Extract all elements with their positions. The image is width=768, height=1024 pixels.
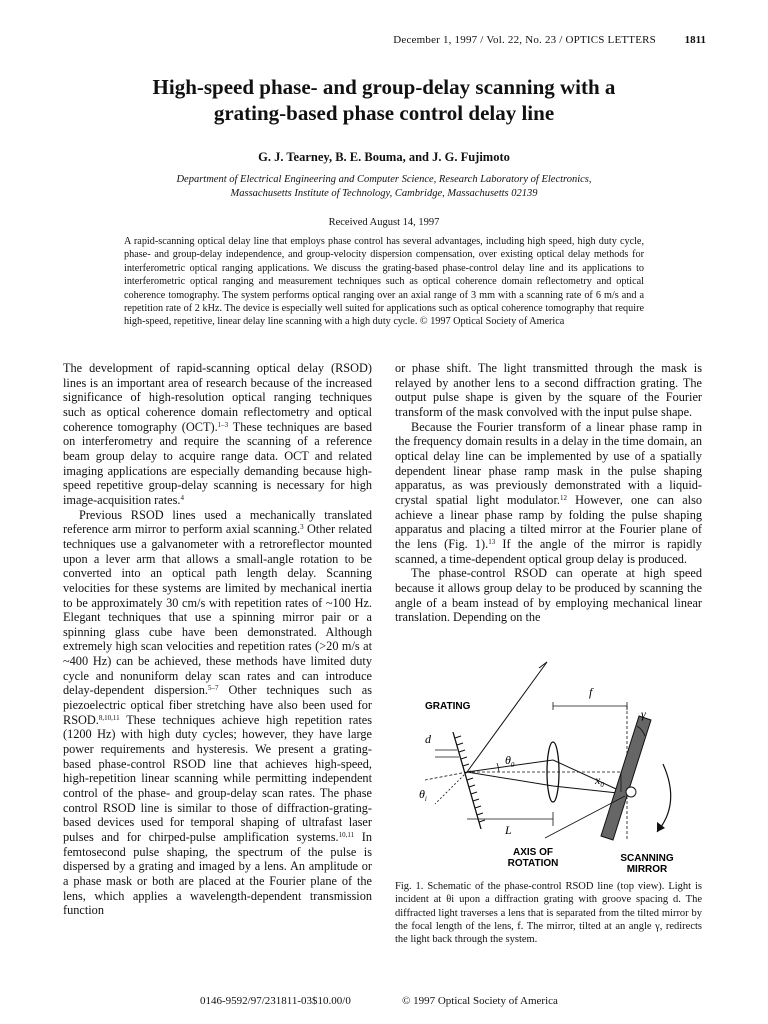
paragraph: The phase-control RSOD can operate at high speed because it allows group delay to be produced by scanning the angle of a beam instead of by employing mechanical linear translation. Depending on the xyxy=(395,566,702,625)
title-line-1: High-speed phase- and group-delay scanning with a xyxy=(152,75,616,99)
affiliation-line-2: Massachusetts Institute of Technology, Cambridge, Massachusetts 02139 xyxy=(230,188,538,199)
text-run: Because the Fourier transform of a linear phase ramp in the frequency domain results in a delay in the time domain, an optical delay line can be implemented by use of a spatially dependent linear phase ramp mask in the pulse shaping apparatus, as was previously demonstrated with a liquid-crystal spatial light modulator. xyxy=(395,419,702,507)
grating-label: GRATING xyxy=(425,701,471,712)
scanning-mirror xyxy=(601,716,651,840)
paragraph xyxy=(395,420,702,567)
citation-ref: 3 xyxy=(300,523,304,532)
text-run: Previous RSOD lines used a mechanically translated reference arm mirror to perform axial scanning. xyxy=(63,507,372,537)
text-run: Other related techniques use a galvanometer with a retroreflector mounted upon a lever arm that allows a small-angle rotation to be converted into an optical path length delay. Scanning velocities for these systems are limited by mechanical inertia to be approximately 30 cm/s with repetition rates of ~100 Hz. Elegant techniques that use a spinning mirror pair or a spinning glass cube have been demonstrated. Although extremely high scan velocities and repetition rates (>20 m/s at ~400 Hz) can be achieved, these methods have limited duty cycle and nonuniform delay scan rates and can introduce delay-dependent dispersion. xyxy=(63,522,372,698)
footer-code: 0146-9592/97/231811-03$10.00/0 xyxy=(200,995,351,1007)
text-run: In femtosecond pulse shaping, the spectrum of the pulse is dispersed by a grating and imaged by a lens. An amplitude or a phase mask or both are placed at the Fourier plane of the lens, which applies a wavelength-dependent transmission function xyxy=(63,830,372,918)
mirror-label-line1: SCANNING xyxy=(620,853,674,864)
citation-ref: 10,11 xyxy=(338,831,355,839)
L-symbol: L xyxy=(505,823,512,837)
d-symbol: d xyxy=(425,732,431,746)
journal-citation: December 1, 1997 / Vol. 22, No. 23 / OPTICS LETTERS xyxy=(393,34,656,46)
article-title xyxy=(60,74,708,126)
text-run: The development of rapid-scanning optical delay (RSOD) lines is an important area of research because of the increased significance of high-resolution optical ranging techniques such as optical coherence domain reflectometry and optical coherence tomography (OCT). xyxy=(63,361,372,434)
f-symbol: f xyxy=(589,685,593,699)
axis-label-line2: ROTATION xyxy=(507,858,559,869)
citation-ref: 4 xyxy=(180,493,184,502)
text-run: These techniques are based on interferometry and require the scanning of a reference beam group delay to acquire range data. OCT and related imaging applications are especially demanding because high-speed repetitive group-delay scanning is necessary for high image-acquisition rates. xyxy=(63,419,373,507)
citation-ref: 1–3 xyxy=(217,420,229,429)
theta-i-symbol: $\theta_i$ xyxy=(419,787,427,803)
left-column xyxy=(63,361,372,918)
figure-1-schematic xyxy=(395,654,702,878)
text-run: However, one can also achieve a linear phase ramp by folding the pulse shaping apparatus and placing a tilted mirror at the Fourier plane of the lens (Fig. 1). xyxy=(395,492,703,551)
paragraph: or phase shift. The light transmitted through the mask is relayed by another lens to a second diffraction grating. The output pulse shape is given by the square of the Fourier transform of the mask convolved with the input pulse shape. xyxy=(395,361,702,419)
received-date: Received August 14, 1997 xyxy=(328,217,440,228)
x0-symbol: $x_0$ xyxy=(595,773,604,789)
gamma-symbol: γ xyxy=(641,707,646,721)
citation-ref: 5–7 xyxy=(207,684,219,693)
paragraph xyxy=(63,361,372,508)
grating-grooves xyxy=(455,736,485,822)
figure-caption: Fig. 1. Schematic of the phase-control RSOD line (top view). Light is incident at θi upon a diffraction grating with groove spacing d. The diffracted light traverses a lens that is separated from the tilted mirror by the focal length of the lens, f. The mirror, tilted at an angle γ, redirects the light back through the system. xyxy=(395,881,702,946)
text-run: If the angle of the mirror is rapidly scanned, a time-dependent optical group delay is produced. xyxy=(395,536,702,566)
citation-ref: 13 xyxy=(488,537,496,546)
footer-copyright: © 1997 Optical Society of America xyxy=(402,995,558,1007)
rotation-axis-point xyxy=(626,787,636,797)
running-header xyxy=(0,34,768,50)
author-list: G. J. Tearney, B. E. Bouma, and J. G. Fujimoto xyxy=(258,150,510,164)
right-column xyxy=(395,361,702,625)
abstract: A rapid-scanning optical delay line that employs phase control has several advantages, including high speed, high duty cycle, phase- and group-delay independence, and group-velocity dispersion compensation, over existing optical delay methods for interferometric optical ranging applications. We discuss the grating-based phase-control delay line and its applications to interferometric optical ranging and measurement techniques such as optical coherence domain reflectometry and optical coherence tomography. The system performs optical ranging over an axial range of 3 mm with a scanning rate of 6 m/s and a repetition rate of 2 kHz. The device is especially well suited for applications such as optical coherence tomography that require high-speed, repetitive, linear delay line scanning with a high duty cycle. © 1997 Optical Society of America xyxy=(124,236,644,328)
citation-ref: 8,10,11 xyxy=(98,713,120,722)
axis-label-line1: AXIS OF xyxy=(512,847,554,858)
rotation-arrow xyxy=(657,764,671,832)
grating-line xyxy=(453,732,481,829)
text-run: Other techniques such as piezoelectric optical fiber stretching have also been used for RSOD. xyxy=(63,683,372,727)
mirror-label-line2: MIRROR xyxy=(626,864,668,875)
page-number: 1811 xyxy=(684,34,706,46)
citation-ref: 12 xyxy=(559,493,567,502)
paragraph xyxy=(63,508,372,918)
diffracted-beam-lower xyxy=(467,772,553,786)
theta-0-symbol: $\theta_0$ xyxy=(505,753,515,769)
affiliation-line-1: Department of Electrical Engineering and Computer Science, Research Laboratory of Electronics, xyxy=(176,174,592,185)
text-run: These techniques achieve high repetition rates (1200 Hz) with high duty cycles; however, they have large power requirements and hysteresis. We present a grating-based phase-control RSOD line that achieves high-speed, high-repetition linear scanning while permitting independent control of the phase- and group-delay scan rates. The phase control RSOD line is similar to those of diffraction-grating-based devices used for temporal shaping of ultrafast laser pulses and for chirped-pulse amplification systems. xyxy=(63,712,372,844)
title-line-2: grating-based phase control delay line xyxy=(213,101,555,125)
affiliation xyxy=(110,173,658,201)
schematic-diagram xyxy=(395,654,702,878)
